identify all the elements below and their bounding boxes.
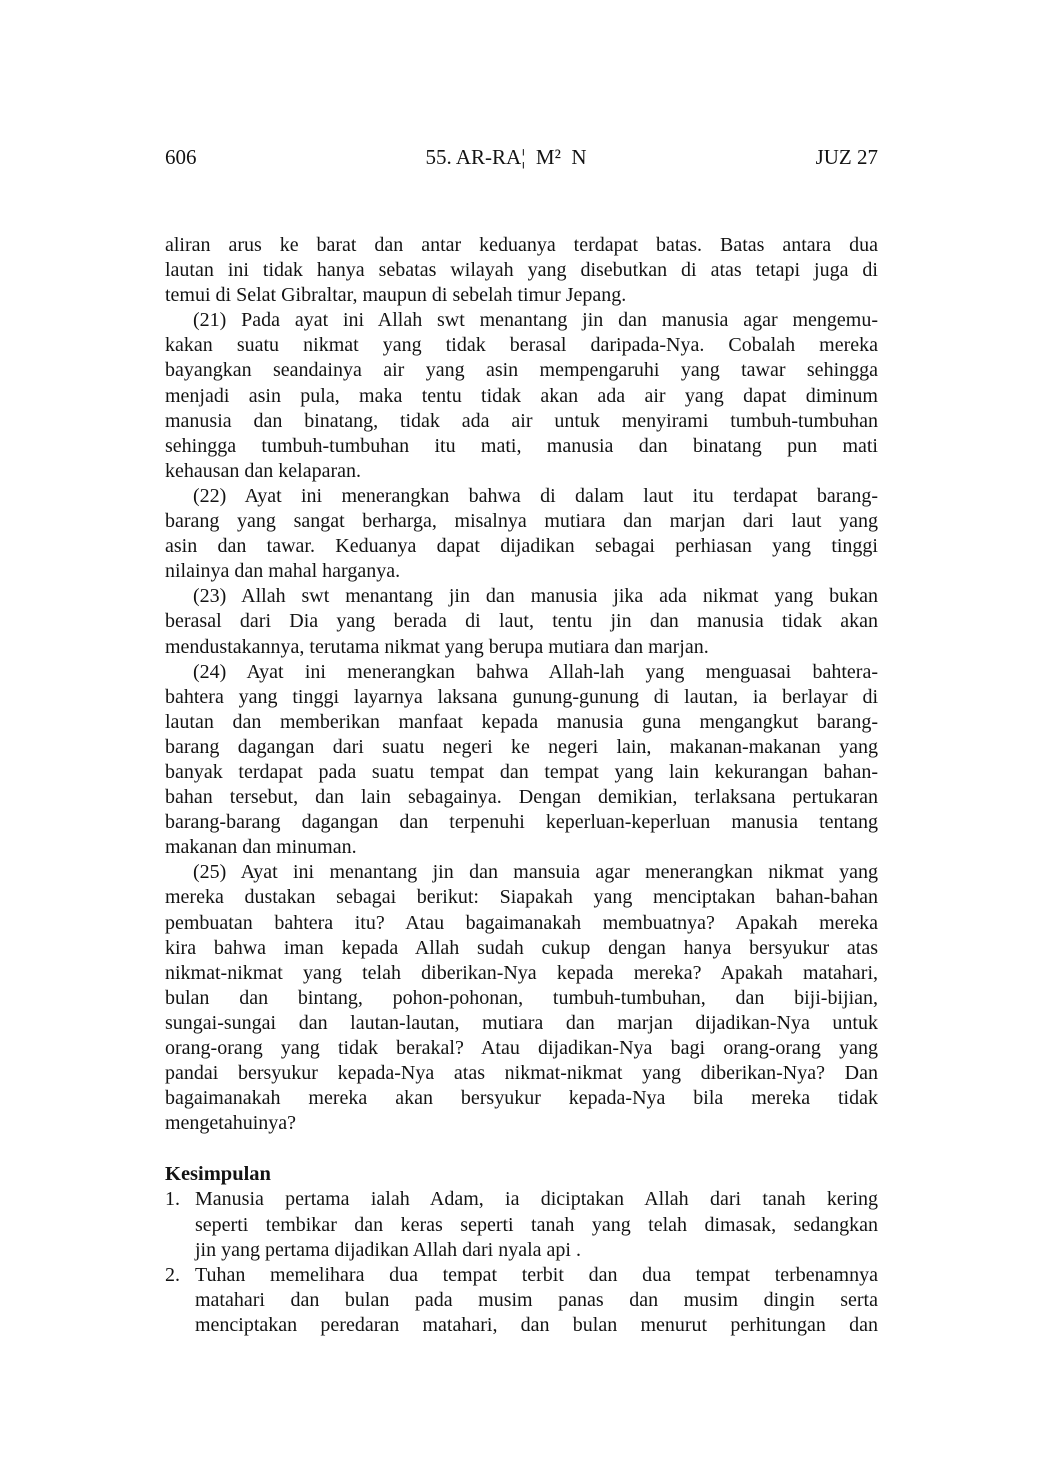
- text-line: (24) Ayat ini menerangkan bahwa Allah-lah yang menguasai bahtera-: [193, 660, 878, 683]
- page-number: 606: [165, 145, 197, 169]
- text-line: pembuatan bahtera itu? Atau bagaimanakah membuatnya? Apakah mereka: [165, 911, 878, 934]
- text-line: matahari dan bulan pada musim panas dan musim dingin serta: [195, 1288, 878, 1311]
- text-line: (23) Allah swt menantang jin dan manusia jika ada nikmat yang bukan: [193, 585, 878, 608]
- text-line: banyak terdapat pada suatu tempat dan tempat yang lain kekurangan bahan-: [165, 760, 878, 783]
- text-line: makanan dan minuman.: [165, 836, 357, 859]
- list-item-number: 1.: [165, 1188, 180, 1211]
- text-line: mendustakannya, terutama nikmat yang berupa mutiara dan marjan.: [165, 635, 709, 658]
- text-line: sehingga tumbuh-tumbuhan itu mati, manusia dan binatang pun mati: [165, 434, 878, 457]
- text-line: sungai-sungai dan lautan-lautan, mutiara dan marjan dijadikan-Nya untuk: [165, 1011, 878, 1034]
- text-line: (21) Pada ayat ini Allah swt menantang jin dan manusia agar mengemu-: [193, 309, 878, 332]
- paragraph: [165, 233, 878, 308]
- paragraph: [165, 584, 878, 659]
- text-line: seperti tembikar dan keras seperti tanah yang telah dimasak, sedangkan: [195, 1213, 878, 1236]
- paragraph: [165, 860, 878, 1136]
- paragraph: [165, 660, 878, 861]
- text-line: menjadi asin pula, maka tentu tidak akan ada air yang dapat diminum: [165, 384, 878, 407]
- list-item: [165, 1263, 878, 1338]
- text-line: bayangkan seandainya air yang asin mempengaruhi yang tawar sehingga: [165, 359, 878, 382]
- text-line: bahtera yang tinggi layarnya laksana gunung-gunung di lautan, ia berlayar di: [165, 685, 878, 708]
- text-line: kakan suatu nikmat yang tidak berasal daripada-Nya. Cobalah mereka: [165, 334, 878, 357]
- text-column: [165, 233, 878, 1338]
- list-item-text: [195, 1263, 878, 1338]
- paragraph: [165, 484, 878, 584]
- text-line: berasal dari Dia yang berada di laut, tentu jin dan manusia tidak akan: [165, 610, 878, 633]
- text-line: (22) Ayat ini menerangkan bahwa di dalam laut itu terdapat barang-: [193, 484, 878, 507]
- section-heading: Kesimpulan: [165, 1163, 271, 1186]
- text-line: manusia dan binatang, tidak ada air untuk menyirami tumbuh-tumbuhan: [165, 409, 878, 432]
- text-line: Tuhan memelihara dua tempat terbit dan dua tempat terbenamnya: [195, 1263, 878, 1286]
- juz-label: JUZ 27: [815, 145, 878, 169]
- text-line: kira bahwa iman kepada Allah sudah cukup dengan hanya bersyukur atas: [165, 936, 878, 959]
- text-line: jin yang pertama dijadikan Allah dari nyala api .: [195, 1238, 581, 1261]
- text-line: nikmat-nikmat yang telah diberikan-Nya kepada mereka? Apakah matahari,: [165, 961, 878, 984]
- text-line: (25) Ayat ini menantang jin dan mansuia agar menerangkan nikmat yang: [193, 861, 878, 884]
- text-line: barang yang sangat berharga, misalnya mutiara dan marjan dari laut yang: [165, 510, 878, 533]
- text-line: mereka dustakan sebagai berikut: Siapakah yang menciptakan bahan-bahan: [165, 886, 878, 909]
- text-line: aliran arus ke barat dan antar keduanya terdapat batas. Batas antara dua: [165, 234, 878, 256]
- text-line: barang-barang dagangan dan terpenuhi keperluan-keperluan manusia tentang: [165, 811, 878, 834]
- text-line: lautan ini tidak hanya sebatas wilayah yang disebutkan di atas tetapi juga di: [165, 259, 878, 282]
- text-line: pandai bersyukur kepada-Nya atas nikmat-nikmat yang diberikan-Nya? Dan: [165, 1062, 878, 1085]
- text-line: kehausan dan kelaparan.: [165, 459, 362, 482]
- paragraphs-container: [165, 233, 878, 1136]
- page-header: [165, 145, 878, 169]
- text-line: bahan tersebut, dan lain sebagainya. Dengan demikian, terlaksana pertukaran: [165, 786, 878, 809]
- surah-title: 55. AR-RA¦ M² N: [425, 145, 587, 169]
- text-line: barang dagangan dari suatu negeri ke negeri lain, makanan-makanan yang: [165, 735, 878, 758]
- list-item: [165, 1187, 878, 1262]
- conclusion-list: [165, 1187, 878, 1338]
- text-line: asin dan tawar. Keduanya dapat dijadikan sebagai perhiasan yang tinggi: [165, 535, 878, 558]
- text-line: Manusia pertama ialah Adam, ia diciptakan Allah dari tanah kering: [195, 1188, 878, 1211]
- list-item-text: [195, 1187, 878, 1262]
- paragraph: [165, 308, 878, 484]
- text-line: menciptakan peredaran matahari, dan bulan menurut perhitungan dan: [195, 1313, 878, 1336]
- text-line: mengetahuinya?: [165, 1112, 297, 1135]
- list-item-number: 2.: [165, 1263, 180, 1286]
- text-line: temui di Selat Gibraltar, maupun di sebelah timur Jepang.: [165, 284, 627, 307]
- text-line: nilainya dan mahal harganya.: [165, 560, 401, 583]
- text-line: bagaimanakah mereka akan bersyukur kepada-Nya bila mereka tidak: [165, 1087, 878, 1110]
- text-line: lautan dan memberikan manfaat kepada manusia guna mengangkut barang-: [165, 710, 878, 733]
- text-line: bulan dan bintang, pohon-pohonan, tumbuh-tumbuhan, dan biji-bijian,: [165, 986, 878, 1009]
- text-line: orang-orang yang tidak berakal? Atau dijadikan-Nya bagi orang-orang yang: [165, 1037, 878, 1059]
